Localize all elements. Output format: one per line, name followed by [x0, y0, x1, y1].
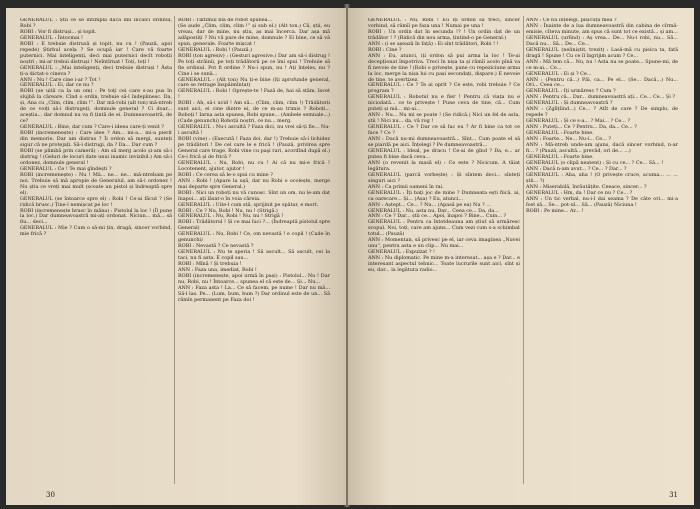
column-separator: [174, 16, 175, 484]
dialogue-line: ANN : Ce nu înțelegi, pisicuța mea ?: [526, 18, 617, 23]
dialogue-line: ANN : Dacă n-am avut... ? Ce... ? Dar... ?: [526, 165, 627, 172]
dialogue-line: GENERALUL : Ce ! Te mai gîndești ?: [20, 165, 112, 172]
page-number-left: 30: [46, 491, 55, 499]
dialogue-line: ANN : Miserabilă, înrăutățite. Ceeace, sincer... ?: [526, 183, 647, 190]
dialogue-line: GENERALUL : Nu te speria ! Să ascult... Să ascult, cei la taci, nu fi asta. E copil sau...: [178, 249, 330, 262]
dialogue-line: GENERALUL : Ce ? Te ai oprit ? Ce este, robi trebuie ? Ce program ?: [368, 82, 520, 95]
dialogue-line: GENERALUL : Și ce s-a... ? Mai... ? Ce... ?: [526, 118, 631, 125]
dialogue-line: GENERALUL (o clipă neatent) : Și cu ce... ? Ce... Să... !: [526, 159, 664, 166]
dialogue-line: ANN (o revenit la masă el) : Ce este ? Nicicum. A tăiat legătura.: [368, 159, 520, 172]
dialogue-line: GENERALUL : Bine, dar cum ? Care-i ideea care-ți venit ?: [20, 124, 164, 131]
dialogue-line: ANN : Dacă nu-mi dumneavoastră... Sînt... Cum poate el să se piardă pe aici. Înțelegi ? Pe dumneavoastră...: [368, 136, 520, 149]
dialogue-line: ANN : Nu ! Care cine i-ar ? Tot !: [20, 76, 101, 83]
dialogue-line: GENERALUL : Nu, Robi, nu cu ! Ai că nu mi-e frică ! Locotenent, ajutor, ajutor !: [178, 159, 330, 172]
page-number-right: 31: [669, 491, 678, 499]
dialogue-line: GENERALUL (parcă vorbește) : Și sîntem deci... sînteți singuri aici ?: [368, 171, 520, 184]
dialogue-line: ANN : Mă tem că... Nu, nu ! Asta nu se poate... Spune-mi, de ce m-ai... Ce...: [526, 58, 678, 71]
dialogue-line: ANN : Momentan, să privesc pe el, iar ceva imaginea „Nuvei unu“, pentru asta e un clip... Nu mai...: [368, 237, 520, 250]
right-column-2: [526, 18, 678, 483]
dialogue-line: ROBI : Un ordin dat în secunda !? ! Un ordin dat de un trădător ! ? (Ridică din nou arma, țintind-o pe General.): [368, 28, 520, 41]
dialogue-line: GENERALUL : Ei și ? Ce...: [526, 70, 592, 77]
dialogue-line: GENERALUL : Robi ! (Pauză.): [178, 46, 253, 53]
column-separator: [523, 16, 524, 484]
dialogue-line: ROBI : Ah, să-i ucid ! Am să... (Clim, clim, clim !) Trădătorii sunt aici, ei cine dintre ei, de ce m-au trimis ? Roboți... Roboți ! Iarna asta spunea, Robi spune... (Ambele semnale...) (Cade genunchi) Roboții noștri, ce nu... merg.: [178, 100, 330, 125]
dialogue-line: GENERALUL : Și dumneavoastră ?: [526, 100, 613, 107]
dialogue-line: ANN : Eu, atunci, iți ordon să pui arma la loc ! Te-ai decepționat împotriva. Treci în nișa ta și rămîi acolo pînă va fi nevoie de tine ! (Robi o privește, pune cu repeziciune arma la loc, merge la nișa lui cu pași secondați, dispare.) E nevoie de tine, te avertizez.: [368, 52, 520, 83]
dialogue-line: GENERALUL : „Mai inteligenți, deci trebuie distruși ! Ăsta ți-a dictat-o cineva ?: [20, 64, 172, 77]
dialogue-line: GENERALUL : Ei, dar ce nu ?: [20, 82, 94, 89]
dialogue-line: GENERALUL : Nu-i ascultă ? Faza dici, nu vrei să-ți fie... Nu-i ascultă !: [178, 124, 330, 137]
dialogue-line: GENERALUL (neliniștit, trezit) : Lasă-mă cu pisica ta, fată dragă ! Spune ! Cu ce îl îngrijim acum ? Ce...: [526, 46, 678, 59]
dialogue-line: ANN : Faza asta ! La... Ce să facem, pe nume ! Dar nu mă... Să-l las. Pe... (Lum, bum, bum ?) Dar ordinul este de un... Să rămîn permanent pe Faza doi !: [178, 284, 330, 303]
dialogue-line: ROBI (incremenește, apoi urmă în pași) : Pistolul... Nu ! Dar nu, Robi, nu ! Întoarce... spunea el că este de... Și... Nu...: [178, 272, 330, 285]
right-column-1: [368, 18, 520, 483]
dialogue-line: GENERALUL (se întoarce spre el) : Robi ! Ce-ai făcut ? (Se ridică brusc.) Ține-l nemișcat pe loc !: [20, 195, 172, 208]
dialogue-line: GENERALUL : Îți bați joc de mine ? Dumneata ești fiică, ai, ca oarecare... Și... (Așa) ? Eu, atunci...: [368, 189, 520, 202]
dialogue-line: ANN : Puteți... Ce ? Pentru... Da, da... Ce... ?: [526, 124, 637, 131]
dialogue-line: ANN : (Pentru că...) Păi, ca... Pe el... (Se... Dacă...) Nu... Ori... Ceea ce...: [526, 76, 678, 89]
dialogue-line: GENERALUL : Foarte bine.: [526, 130, 594, 137]
dialogue-line: GENERALUL : Robotul nu e fier ! Pentru că viața nu e niciodată... ce te privește ! Pune ceva de tine, că... Cum puteți și mă... mi-ai...: [368, 94, 520, 113]
dialogue-line: ANN : Mă-ntreb unde-am ajuns, dacă sincer vorbind, n-ar fi... ? (Pauză, ascultă... prevăd, ori de... ...): [526, 142, 678, 154]
dialogue-line: GENERALUL : Ce ? Dar ce să fac eu ? Ar fi bine ca tot ce face ? Ce ?: [368, 124, 520, 137]
dialogue-line: GENERALUL : Mie ? Cum o să-mi țin, dragă, sincer vorbind, mie frică ?: [20, 225, 172, 238]
dialogue-line: ROBI : Nici un roboți nu vă cunosc. Sînt un om, nu le-am dat înapoi... ați lăsat-o în voia căreia.: [178, 189, 330, 202]
dialogue-line: GENERALUL : Expulzat ? !: [368, 249, 435, 256]
dialogue-line: ANN : Înainte de a lua dumneavoastră din cabina de cîrmă-emisie, cîteva minute, am spus că sunt tot ce există... și am...: [526, 22, 678, 35]
dialogue-line: ANN : Foarte... Ne... Nu-i... Ce... ?: [526, 136, 611, 143]
dialogue-line: GENERALUL : Nu, asta nu. Dar... Ceea ce... Da, da...: [368, 207, 499, 214]
dialogue-line: ROBI (incremenește brusc în mâna) : Pistolul la loc ! (Îl pune la loc.) Dar dumneavoastră mi-ați ordonat. Niciun... mă... să fiu... deci...: [20, 207, 172, 226]
left-column-1: [20, 18, 172, 483]
dialogue-line: ANN : Robi ! (Apare la ușă, dar nu Robi o ocolește, merge mai departe spre General.): [178, 177, 330, 190]
dialogue-line: GENERALUL : Nu, Robi ! Nu, nu ! Strigă !: [178, 213, 284, 220]
dialogue-line: GENERALUL : Nu, Robi ! Eu iți ordon să treci, sincer vorbind, să rămîi pe faza una ! Numai pe una !: [368, 18, 520, 29]
dialogue-line: ROBI : Cine ?: [368, 46, 402, 53]
dialogue-line: ROBI : Ce ? Nu, Robi ! Nu, nu ! (Strigă.): [178, 207, 278, 214]
dialogue-line: ROBI (se plimbă prin cameră) : Am să merg acolo și-am să-i distrug ! (Geluri de locuri date unui inamic invizibil.) Am să-i ordonez, domnule general !: [20, 147, 172, 166]
left-page: [6, 8, 346, 505]
dialogue-line: ROBI : Ce cerea să le-o spui cu mine ?: [178, 171, 273, 178]
dialogue-line: ANN : Nu... Nu mi se poate ! (Se ridică.) Nici un fel de asta, știi ! Nici nu... da, vă rog !: [368, 112, 520, 125]
dialogue-line: ROBI (ton agresiv) : (Gesturi agresive.) Dar am să-i distrug ! Pe toți străinii, pe toți trădătorii pe ce îmi spui ! Trebuie să fie ordinul. Pot fi ordine ? Nu-i spun, nu ! Ați înțeles, nu ? Cine i se sună...: [178, 52, 330, 77]
dialogue-line: GENERALUL : Iți urmăresc ? Cum ?: [526, 88, 616, 95]
dialogue-line: ANN : Ca primii oameni în rai.: [368, 183, 444, 190]
dialogue-line: GENERALUL : Întocmai !: [20, 34, 84, 41]
dialogue-line: GENERALUL : Uite-l cum stă, sprijinit pe spătar, e mort.: [178, 201, 319, 208]
dialogue-line: ROBI (vine) : (Execută ! Faza doi, dar !) Trebuie să-i lichidez pe trădători ! De cel care le e frică ! (Pauză, privirea spre General care trage. Robi vine cu paşi rari, acordînd după el.) Ce-i frică și de frică ?: [178, 136, 330, 160]
dialogue-line: ANN : Un tic verbal, nu-i-l dai seama ? De câte ori... mi-a fost să... Se... pot-ul... Să... (Pauză) Niciuna !: [526, 195, 678, 208]
dialogue-line: ANN : (i se așează în față) : Ei sînt trădători, Robi ! !: [368, 40, 499, 47]
dialogue-line: GENERALUL : Pentru ca întotdeauna am știut să urmăresc scopul. Noi, toți, care am ajuns... Cum vezi cum s-a schimbat totul... (Pauză): [368, 219, 520, 238]
dialogue-line: GENERALUL : Știi ce se întîmplă dacă îmi încalci ordinul, Robi ?: [20, 18, 172, 29]
dialogue-line: ROBI : Mînă ! Și trebuia !: [178, 261, 242, 268]
dialogue-line: ROBI : Nevastă ? Ce nevastă ?: [178, 243, 254, 250]
dialogue-line: ROBI (incremenește) : Care idee ? Am... mi-a... mi-a pierit din memorie. Dar am distrus ? Îi ordon să mergi, sunteți sigur că ne protejați. Să-i distrugi, da ? Da... Dar cum ?: [20, 130, 172, 149]
dialogue-line: GENERALUL (urlînd) : Aș vrea... De... Nu-i robi, nu... Să... Dacă nu... Să... De... Ce...: [526, 34, 678, 47]
dialogue-line: ROBI (se uită ca la un om) : Pe toți cei care s-au pus în slujbă la căreare. Cînd o ordin, trebuie să-l îndeplinesc. Da, și, Ana cu „Clim, clim, clim !“. Dar mă-robi (alt ton) mă-ntreb de ce voiți să-i distrugeți, domnule general ? Ci doar... aceștia... dar domnul nu va fi țintă de ei. Dumneavoastră, de ce?: [20, 88, 172, 125]
dialogue-line: ROBI : Pe mine... Ar... !: [526, 207, 584, 214]
dialogue-line: ANN : (Zgîlțîind...) Ce... ? Atît de care ? De simplu, de repede ?: [526, 106, 678, 119]
dialogue-line: ROBI : Trădătorul ! Și ce mai faci ?... (Îndreaptă pistolul spre General): [178, 219, 330, 232]
dialogue-line: ROBI : E trebuie distrusă și topit, nu cu ! (Pauză, apoi repede) Știrbul acela ? Se ocupă iar ! Care vă foarte puternici. Mai inteligenți, deci mai puternici decît roboții noștri ; mi-ar trebui distruși ! Neîntîrnat ! Toți, toți !: [20, 40, 172, 65]
dialogue-line: ROBI (incremenește) : Nu ! Mă... ne... ne... mă-ntrebam pe noi. Trebuie să mă apropie de Generalul, am să-i ordonez ! Nu știu ce vreți mai mult (scoate un pistol și îndreaptă spre el).: [20, 171, 172, 196]
dialogue-line: GENERALUL : Nu, Robi ! Ce, om nevastă ! e copil ! (Cade în genunchi): [178, 231, 330, 244]
dialogue-line: GENERALUL : (Alt ton) Nu ți-e bine (îți aprofunde general, care se retrage înspăimîntat): [178, 76, 330, 89]
dialogue-line: GENERALUL : Hm, da ! Dar ce nu ? Ce... ?: [526, 189, 633, 196]
dialogue-line: ANN : Aștept... Ce... ? Nu... (Apasă pe ea) Nu ? ...: [368, 201, 491, 208]
dialogue-line: ROBI : Tiktîmul bla de robot spunea...: [178, 18, 273, 23]
dialogue-line: GENERALUL : Foarte bine.: [526, 153, 594, 160]
right-page: [348, 8, 694, 505]
dialogue-line: ANN : Ce ? Dar... știi ce... Apoi, înapoi ? Bine... Cum... ?: [368, 213, 507, 220]
dialogue-line: GENERALUL : Ideal, pe dracu ! Ce-ai de gînd ? Da, e... ar putea fi bine dacă ceva...: [368, 147, 520, 160]
left-column-2: [178, 18, 330, 483]
dialogue-line: ANN : Pentru că... Dar... dumneavoastră ați... Ce... Ce... Și ?: [526, 94, 675, 101]
dialogue-line: GENERALUL : Aha, aha ! (O privește cruce, acuma... ... ... știi... ?): [526, 171, 678, 184]
dialogue-line: ANN : Faza una, imediat, Robi !: [178, 267, 257, 274]
dialogue-line: (Se aude „Clim, clim, clim !“ și sub el.) (Alt ton.) Că, știi, eu vreau, dar de mine, nu știu, aș mai încerca. Dar așa mă adăpostiți ? Nu vă pare de mine, domnule ? Ei bine, ce să vă spun, generale. Foarte mișcat !: [178, 22, 330, 47]
dialogue-line: ROBI : Vor fi distruși... și topit.: [20, 28, 97, 35]
dialogue-line: GENERALUL : Robi ! Oprește-te ! Fază de, hai să stăm, încet !: [178, 88, 330, 101]
dialogue-line: ANN : Nu diplomatic. Pe mine m-a interesat... așa e ? Dar... e interesant aspectul tehnic... Toate lucrurile sunt aici, sînt și eu, dar... la legătura radio...: [368, 255, 520, 274]
